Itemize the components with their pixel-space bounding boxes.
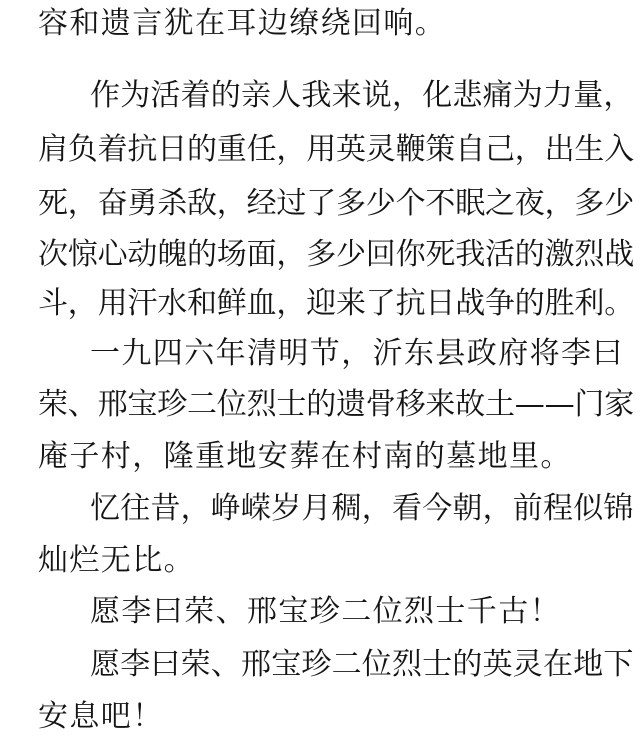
text-line-6: 斗，用汗水和鲜血，迎来了抗日战争的胜利。: [38, 286, 634, 321]
text-line-9: 庵子村，隆重地安葬在村南的墓地里。: [38, 439, 572, 474]
text-line-7: 一九四六年清明节，沂东县政府将李曰: [90, 336, 624, 371]
text-line-2: 作为活着的亲人我来说，化悲痛为力量，: [90, 78, 634, 113]
text-line-13: 愿李曰荣、邢宝珍二位烈士的英灵在地下: [90, 647, 634, 682]
text-line-1: 容和遗言犹在耳边缭绕回响。: [38, 6, 447, 41]
text-line-5: 次惊心动魄的场面，多少回你死我活的激烈战: [38, 237, 634, 272]
text-line-10: 忆往昔，峥嵘岁月稠，看今朝，前程似锦: [90, 491, 634, 526]
text-line-12: 愿李曰荣、邢宝珍二位烈士千古！: [90, 594, 561, 629]
text-line-8: 荣、邢宝珍二位烈士的遗骨移来故土——门家: [38, 387, 634, 422]
text-line-14: 安息吧！: [38, 699, 164, 734]
text-line-11: 灿烂无比。: [38, 543, 195, 578]
text-line-3: 肩负着抗日的重任，用英灵鞭策自己，出生入: [38, 132, 634, 167]
text-line-4: 死，奋勇杀敌，经过了多少个不眠之夜，多少: [38, 186, 634, 221]
